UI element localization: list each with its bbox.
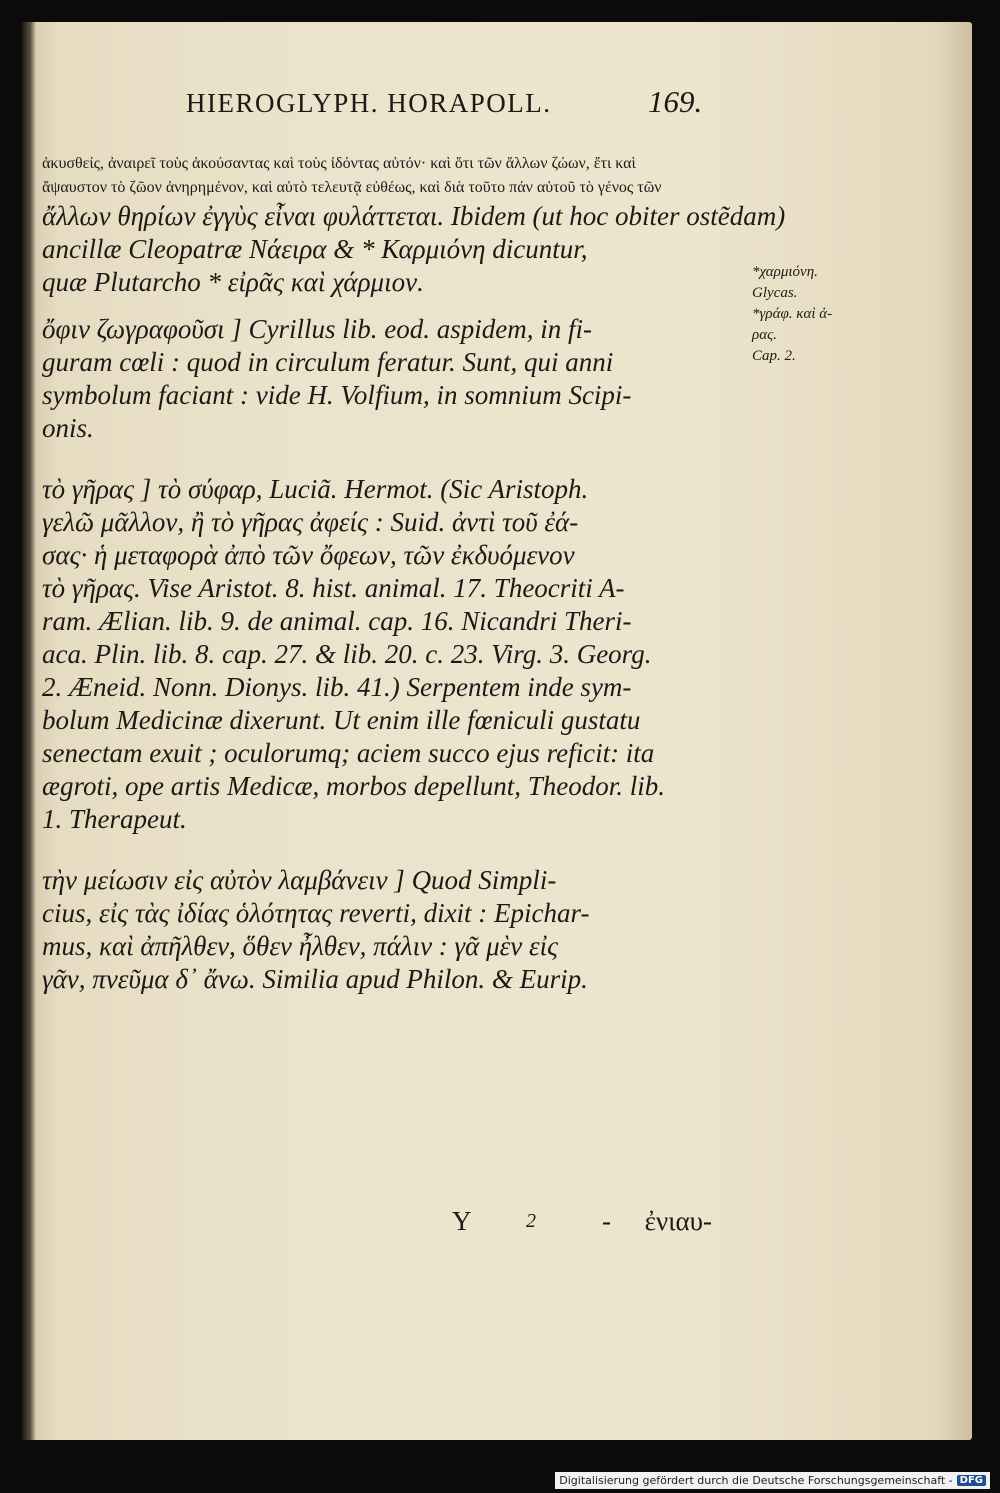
text-line: ram. Ælian. lib. 9. de animal. cap. 16. Nicandri Theri- bbox=[42, 606, 632, 636]
text-line: bolum Medicinæ dixerunt. Ut enim ille fœniculi gustatu bbox=[42, 705, 641, 735]
text-line: γᾶν, πνεῦμα δ᾽ ἄνω. Similia apud Philon. & Eurip. bbox=[42, 964, 588, 994]
footer-dash: - bbox=[602, 1206, 611, 1236]
credit-text: Digitalisierung gefördert durch die Deutsche Forschungsgemeinschaft - bbox=[559, 1474, 953, 1487]
text-line: ἄψαυστον τὸ ζῶον ἀνηρημένον, καὶ αὐτὸ τελευτᾷ εὐθέως, καὶ διὰ τοῦτο πάν αὐτοῦ τὸ γένος τῶν bbox=[42, 179, 662, 196]
digitization-credit bbox=[555, 1472, 990, 1489]
page-number: 169. bbox=[648, 84, 703, 119]
text-line: γελῶ μᾶλλον, ἢ τὸ γῆρας ἀφείς : Suid. ἀντὶ τοῦ ἐά- bbox=[42, 507, 579, 537]
dfg-logo-icon: DFG bbox=[957, 1475, 986, 1486]
text-line: quæ Plutarcho * εἰρᾶς καὶ χάρμιον. bbox=[42, 267, 424, 297]
text-line: onis. bbox=[42, 413, 94, 443]
text-line: mus, καὶ ἀπῆλθεν, ὅθεν ἦλθεν, πάλιν : γᾶ μὲν εἰς bbox=[42, 931, 559, 961]
text-line: ægroti, ope artis Medicæ, morbos depellunt, Theodor. lib. bbox=[42, 771, 665, 801]
text-line: ὄφιν ζωγραφοῦσι ] Cyrillus lib. eod. aspidem, in fi- bbox=[42, 314, 593, 344]
text-line: aca. Plin. lib. 8. cap. 27. & lib. 20. c. 23. Virg. 3. Georg. bbox=[42, 639, 652, 669]
text-line: cius, εἰς τὰς ἰδίας ὁλότητας reverti, dixit : Epichar- bbox=[42, 898, 590, 928]
margin-notes bbox=[752, 262, 862, 367]
text-line: 1. Therapeut. bbox=[42, 804, 187, 834]
paragraph-gap bbox=[42, 299, 717, 313]
margin-note: *χαρμιόνη. bbox=[752, 264, 818, 280]
text-line: τὸ γῆρας. Vise Aristot. 8. hist. animal. 17. Theocriti A- bbox=[42, 573, 625, 603]
text-line: σας· ἡ μεταφορὰ ἀπὸ τῶν ὄφεων, τῶν ἐκδυόμενον bbox=[42, 540, 575, 570]
margin-note: Cap. 2. bbox=[752, 348, 796, 364]
running-head: HIEROGLYPH. HORAPOLL. bbox=[186, 88, 552, 118]
signature-mark: Y bbox=[452, 1206, 472, 1236]
footer-line bbox=[42, 1206, 712, 1242]
paragraph-gap bbox=[42, 836, 717, 864]
text-line: guram cœli : quod in circulum feratur. Sunt, qui anni bbox=[42, 347, 614, 377]
signature-number: 2 bbox=[526, 1210, 536, 1232]
margin-note: Glycas. bbox=[752, 285, 798, 301]
paragraph-gap bbox=[42, 445, 717, 473]
margin-note: ρας. bbox=[752, 327, 777, 343]
catchword: ἐνιαυ- bbox=[644, 1206, 712, 1236]
text-line: τὴν μείωσιν εἰς αὐτὸν λαμβάνειν ] Quod Simpli- bbox=[42, 865, 557, 895]
text-line: τὸ γῆρας ] τὸ σύφαρ, Luciã. Hermot. (Sic Aristoph. bbox=[42, 474, 589, 504]
margin-note: *γράφ. καὶ ἀ- bbox=[752, 306, 833, 322]
text-line: 2. Æneid. Nonn. Dionys. lib. 41.) Serpentem inde sym- bbox=[42, 672, 632, 702]
text-line: symbolum faciant : vide H. Volfium, in somnium Scipi- bbox=[42, 380, 632, 410]
text-line: ἀκυσθείς, ἀναιρεῖ τοὺς ἀκούσαντας καὶ τοὺς ἰδόντας αὐτόν· καὶ ὅτι τῶν ἄλλων ζώων, ἔτι καὶ bbox=[42, 155, 636, 172]
text-line: senectam exuit ; oculorumq; aciem succo ejus reficit: ita bbox=[42, 738, 655, 768]
text-line: ancillæ Cleopatræ Νάειρα & * Καρμιόνη dicuntur, bbox=[42, 234, 588, 264]
page-gutter-shadow bbox=[22, 22, 36, 1440]
text-line: ἄλλων θηρίων ἐγγὺς εἶναι φυλάττεται. Ibidem (ut hoc obiter ostẽdam) bbox=[42, 201, 786, 231]
